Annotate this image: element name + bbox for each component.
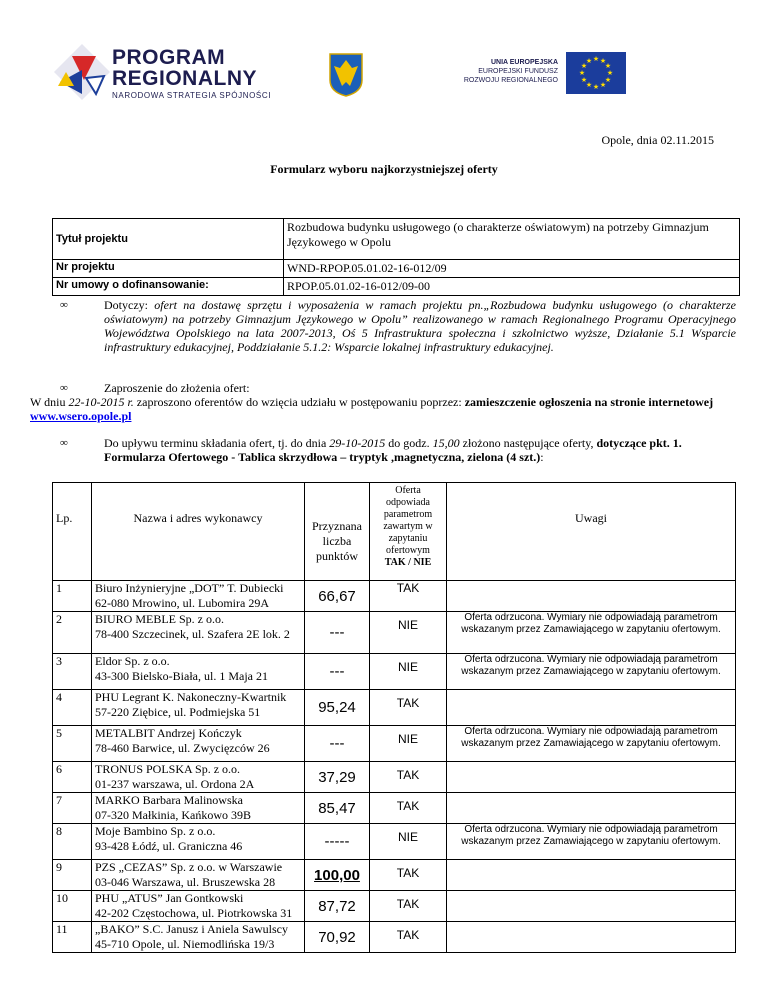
column-header-name: Nazwa i adres wykonawcy (92, 483, 305, 581)
row-lp: 1 (53, 581, 92, 612)
row-lp: 8 (53, 824, 92, 860)
table-row (53, 654, 736, 690)
score-cell: 95,24 (305, 690, 370, 726)
project-title-value: Rozbudowa budynku usługowego (o charakterze oświatowym) na potrzeby Gimnazjum Językowego w Opolu (284, 219, 740, 260)
compliance-cell: NIE (370, 726, 447, 762)
table-row (53, 793, 736, 824)
contractor-name: METALBIT Andrzej Kończyk (95, 726, 242, 740)
bullet-icon: ∞ (60, 437, 68, 449)
program-subtitle: NARODOWA STRATEGIA SPÓJNOŚCI (112, 91, 272, 100)
svg-text:★: ★ (604, 62, 612, 70)
document-date: Opole, dnia 02.11.2015 (601, 133, 714, 147)
score-cell: 100,00 (305, 860, 370, 891)
table-row (53, 891, 736, 922)
table-row (53, 922, 736, 953)
compliance-cell: TAK (370, 793, 447, 824)
notes-cell: Oferta odrzucona. Wymiary nie odpowiadają parametrom wskazanym przez Zamawiającego w zapytaniu ofertowym. (447, 612, 736, 654)
contractor-address: 57-220 Ziębice, ul. Podmiejska 51 (95, 705, 261, 719)
svg-text:★: ★ (606, 69, 614, 77)
table-row (53, 762, 736, 793)
contractor-cell (92, 654, 305, 690)
compliance-cell: TAK (370, 922, 447, 953)
notes-cell (447, 690, 736, 726)
contractor-cell (92, 690, 305, 726)
compliance-cell: TAK (370, 762, 447, 793)
compliance-cell: TAK (370, 891, 447, 922)
table-row (53, 612, 736, 654)
notes-cell: Oferta odrzucona. Wymiary nie odpowiadają parametrom wskazanym przez Zamawiającego w zapytaniu ofertowym. (447, 726, 736, 762)
notes-cell (447, 860, 736, 891)
contractor-cell (92, 581, 305, 612)
project-number-value: WND-RPOP.05.01.02-16-012/09 (284, 260, 740, 278)
contractor-name: Biuro Inżynieryjne „DOT” T. Dubiecki (95, 581, 284, 595)
contractor-name: PHU Legrant K. Nakoneczny-Kwartnik (95, 690, 287, 704)
bullet-icon: ∞ (60, 299, 68, 311)
invitation-text: W dniu 22-10-2015 r. zaproszono oferentów do wzięcia udziału w postępowaniu poprzez: zamieszczenie ogłoszenia na stronie internetowej www.wsero.opole.pl (30, 395, 714, 423)
section-regarding: Dotyczy: ofert na dostawę sprzętu i wyposażenia w ramach projektu pn.„Rozbudowa budynku usługowego (o charakterze oświatowym) na potrzeby Gimnazjum Językowego w Opolu” realizowanego w ramach Regionalnego Programu Operacyjnego Województwa Opolskiego na lata 2007-2013, Oś 5 Infrastruktura społeczna i szkolnictwo wyższe, Działanie 5.1 Wsparcie infrastruktury edukacyjnej, Poddziałanie 5.1.2: Wsparcie lokalnej infrastruktury edukacyjnej. (104, 298, 736, 354)
contractor-address: 78-460 Barwice, ul. Zwycięzców 26 (95, 741, 270, 755)
row-lp: 3 (53, 654, 92, 690)
contractor-cell (92, 726, 305, 762)
contractor-name: PZS „CEZAS” Sp. z o.o. w Warszawie (95, 860, 283, 874)
compliance-cell: TAK (370, 690, 447, 726)
compliance-cell: NIE (370, 824, 447, 860)
contractor-address: 01-237 warszawa, ul. Ordona 2A (95, 777, 255, 791)
contractor-name: MARKO Barbara Malinowska (95, 793, 243, 807)
invitation-heading: Zaproszenie do złożenia ofert: (104, 381, 250, 395)
score-cell: 85,47 (305, 793, 370, 824)
eu-flag (566, 52, 626, 94)
svg-text:★: ★ (578, 69, 586, 77)
svg-text:★: ★ (580, 76, 588, 84)
contractor-cell (92, 891, 305, 922)
notes-cell (447, 581, 736, 612)
notes-cell (447, 891, 736, 922)
svg-text:★: ★ (580, 62, 588, 70)
row-lp: 5 (53, 726, 92, 762)
offers-table (52, 482, 736, 953)
table-row (53, 726, 736, 762)
contractor-cell (92, 922, 305, 953)
row-lp: 6 (53, 762, 92, 793)
project-number-label: Nr projektu (53, 260, 284, 278)
contractor-address: 43-300 Bielsko-Biała, ul. 1 Maja 21 (95, 669, 268, 683)
contractor-cell (92, 793, 305, 824)
svg-text:★: ★ (585, 81, 593, 89)
svg-text:★: ★ (599, 57, 607, 65)
bullet-icon: ∞ (60, 382, 68, 394)
opolskie-coat-of-arms (328, 52, 364, 98)
row-lp: 11 (53, 922, 92, 953)
score-cell: --- (305, 726, 370, 762)
compliance-cell: NIE (370, 654, 447, 690)
contractor-address: 62-080 Mrowino, ul. Lubomira 29A (95, 596, 269, 610)
contractor-name: TRONUS POLSKA Sp. z o.o. (95, 762, 241, 776)
website-link[interactable]: www.wsero.opole.pl (30, 409, 132, 423)
svg-text:★: ★ (592, 55, 600, 63)
program-title: PROGRAM REGIONALNY (112, 46, 258, 90)
offers-intro: Do upływu terminu składania ofert, tj. do dnia 29-10-2015 do godz. 15,00 złożono następujące oferty, dotyczące pkt. 1. Formularza Ofertowego - Tablica skrzydłowa – tryptyk ,magnetyczna, zielona (4 szt.): (104, 436, 682, 464)
row-lp: 2 (53, 612, 92, 654)
compliance-cell: TAK (370, 860, 447, 891)
column-header-score: Przyznana liczba punktów (305, 483, 370, 581)
form-title: Formularz wyboru najkorzystniejszej oferty (270, 162, 498, 176)
contractor-name: PHU „ATUS” Jan Gontkowski (95, 891, 244, 905)
svg-text:★: ★ (592, 83, 600, 91)
contractor-address: 42-202 Częstochowa, ul. Piotrkowska 31 (95, 906, 293, 920)
compliance-cell: TAK (370, 581, 447, 612)
eu-fund-text: UNIA EUROPEJSKA EUROPEJSKI FUNDUSZ ROZWOJU REGIONALNEGO (463, 59, 558, 84)
contractor-address: 93-428 Łódź, ul. Graniczna 46 (95, 839, 243, 853)
contractor-cell (92, 860, 305, 891)
project-title-label: Tytuł projektu (53, 219, 284, 260)
contractor-name: Eldor Sp. z o.o. (95, 654, 170, 668)
table-row (53, 824, 736, 860)
notes-cell: Oferta odrzucona. Wymiary nie odpowiadają parametrom wskazanym przez Zamawiającego w zapytaniu ofertowym. (447, 654, 736, 690)
score-cell: 37,29 (305, 762, 370, 793)
row-lp: 4 (53, 690, 92, 726)
score-cell: --- (305, 612, 370, 654)
svg-text:★: ★ (585, 57, 593, 65)
notes-cell (447, 922, 736, 953)
score-cell: 66,67 (305, 581, 370, 612)
contractor-address: 07-320 Małkinia, Kańkowo 39B (95, 808, 251, 822)
notes-cell: Oferta odrzucona. Wymiary nie odpowiadają parametrom wskazanym przez Zamawiającego w zapytaniu ofertowym. (447, 824, 736, 860)
svg-text:★: ★ (599, 81, 607, 89)
score-cell: --- (305, 654, 370, 690)
column-header-compliance: Oferta odpowiada parametrom zawartym w zapytaniu ofertowym TAK / NIE (370, 483, 447, 581)
contractor-cell (92, 612, 305, 654)
contractor-name: Moje Bambino Sp. z o.o. (95, 824, 216, 838)
notes-cell (447, 793, 736, 824)
contractor-address: 03-046 Warszawa, ul. Bruszewska 28 (95, 875, 276, 889)
row-lp: 7 (53, 793, 92, 824)
score-cell: 70,92 (305, 922, 370, 953)
table-row (53, 860, 736, 891)
svg-text:★: ★ (604, 76, 612, 84)
score-cell: ----- (305, 824, 370, 860)
table-row (53, 581, 736, 612)
compliance-cell: NIE (370, 612, 447, 654)
row-lp: 10 (53, 891, 92, 922)
project-info-table (52, 218, 740, 296)
contract-number-value: RPOP.05.01.02-16-012/09-00 (284, 278, 740, 296)
row-lp: 9 (53, 860, 92, 891)
contractor-name: „BAKO” S.C. Janusz i Aniela Sawulscy (95, 922, 288, 936)
program-regionalny-logo (52, 42, 112, 104)
column-header-lp: Lp. (53, 483, 92, 581)
column-header-notes: Uwagi (447, 483, 736, 581)
contract-number-label: Nr umowy o dofinansowanie: (53, 278, 284, 296)
notes-cell (447, 762, 736, 793)
contractor-address: 45-710 Opole, ul. Niemodlińska 19/3 (95, 937, 275, 951)
contractor-address: 78-400 Szczecinek, ul. Szafera 2E lok. 2 (95, 627, 290, 641)
contractor-cell (92, 824, 305, 860)
contractor-cell (92, 762, 305, 793)
score-cell: 87,72 (305, 891, 370, 922)
table-row (53, 690, 736, 726)
contractor-name: BIURO MEBLE Sp. z o.o. (95, 612, 224, 626)
